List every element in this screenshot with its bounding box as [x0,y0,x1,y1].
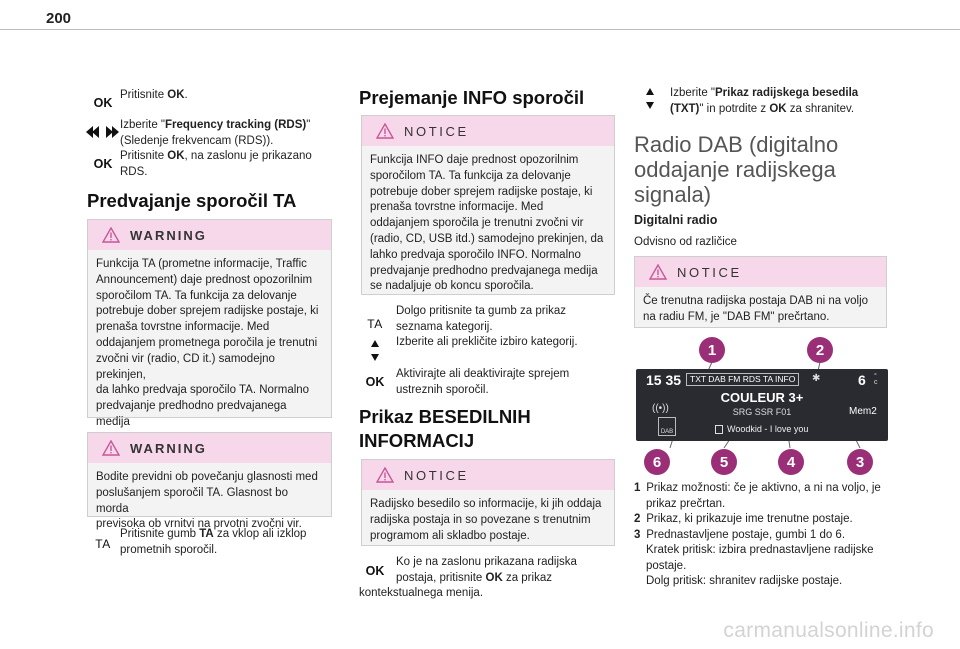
callout-4: 4 [778,449,804,475]
text-line: Aktivirajte ali deaktivirajte sprejem [396,368,570,380]
text-line: se nadaljuje ob koncu sporočila. [370,280,534,293]
col1-step2-text: Izberite "Frequency tracking (RDS)" (Sledenje frekvencam (RDS)). [120,119,311,147]
display-tags: TXT DAB FM RDS TA INFO [686,373,799,386]
text-line: sporočilom TA. Ta funkcija za delovanje [370,169,571,182]
notice-text [635,287,886,332]
text-line: prenaša tovrstne informacije. Med [96,321,270,334]
warning-box [87,219,332,428]
text-line: na radiu FM, je "DAB FM" prečrtano. [643,310,830,323]
ok-button-symbol: OK [93,157,113,171]
warning-triangle-icon [102,440,120,456]
temperature-icon: ° c [874,373,878,386]
ta-button-symbol: TA [367,317,383,331]
notice-box [361,115,615,295]
legend-item: 2 Prikaz, ki prikazuje ime trenutne postaje. [634,513,853,525]
text-line: oddajanjem prometnega poročila je trenutni [96,336,318,349]
text-line: da lahko predvaja sporočilo TA. Normalno [96,384,310,397]
display-preset-number: 6 [858,372,866,388]
watermark: carmanualsonline.info [723,619,934,642]
warning-box [87,432,332,531]
col2-step2-text [396,367,569,398]
legend-item: 3 Prednastavljene postaje, gumbi 1 do 6. Kratek pritisk: izbira prednastavljene radijske postaje. Dolg pritisk: shranitev radijske postaje. [634,528,874,587]
text-line: seznama kategorij. [396,320,493,333]
ok-button-symbol: OK [365,375,385,389]
up-down-arrows-icon [645,87,655,111]
col1-step3-text: Pritisnite OK, na zaslonu je prikazano RDS. [120,150,312,178]
text-line: potrebuje dober sprejem radijske postaje, ki [370,185,593,198]
text-line: programom ali skladbo postaje. [370,529,530,542]
col2-step3-text-end: kontekstualnega menija. [359,587,484,599]
notice-label: NOTICE [404,467,469,483]
callout-1: 1 [699,337,725,363]
text-line: Bodite previdni ob povečanju glasnosti med [96,471,318,483]
display-substation: SRG SSR F01 [732,407,792,417]
text-line: predvajanje predhodno predvajanega medija [370,264,598,277]
signal-icon: ((•)) [652,403,669,414]
col2-step1-text [396,304,578,351]
callout-2: 2 [807,337,833,363]
col1-step1-text: Pritisnite OK. [120,89,188,101]
section-heading-dab: Radio DAB (digitalno oddajanje radijskega signala) [634,132,839,207]
display-memory: Mem2 [849,406,877,417]
text-line: Če trenutna radijska postaja DAB ni na voljo [643,295,869,307]
radio-display [636,369,888,441]
legend-list [634,481,894,590]
display-clock: 15 35 [646,372,682,388]
callout-6: 6 [644,449,670,475]
warning-label: WARNING [130,440,207,456]
text-line: Radijsko besedilo so informacije, ki jih oddaja [370,498,602,510]
text-info-icon [715,425,723,434]
notice-triangle-icon [376,123,394,139]
ok-button-symbol: OK [365,564,385,578]
notice-triangle-icon [649,264,667,280]
text-line: Izberite ali prekličite izbiro kategorij. [396,336,578,348]
col2-step3-text: Ko je na zaslonu prikazana radijska postaja, pritisnite OK za prikaz [396,556,577,584]
text-line: ustreznih sporočil. [396,383,489,396]
text-line: (radio, CD, USB itd.) samodejno prekinjen, da [370,232,604,245]
text-line: radijska postaja in so povezane s trenutnim [370,513,591,526]
section-heading-text-info: Prikaz BESEDILNIH INFORMACIJ [359,406,531,451]
callout-5: 5 [711,449,737,475]
col1-step4-text: Pritisnite gumb TA za vklop ali izklop prometnih sporočil. [120,528,307,556]
page-number: 200 [46,10,72,27]
seek-arrows-icon [86,125,120,139]
up-down-arrows-icon [370,339,380,363]
text-line: Funkcija INFO daje prednost opozorilnim [370,154,579,166]
warning-text [88,250,331,453]
notice-text [362,490,614,550]
text-line: prenaša tovrstne informacije. Med [370,201,544,214]
notice-label: NOTICE [677,264,742,280]
dab-icon [658,417,676,436]
legend-item: 1 Prikaz možnosti: če je aktivno, a ni na voljo, je prikaz prečrtan. [634,482,881,510]
display-station-name: COULEUR 3+ [720,390,804,405]
dab-icon-label: DAB [660,429,674,435]
notice-text [362,146,614,301]
text-line: potrebuje dober sprejem radijske postaje, ki [96,305,319,318]
text-line: sporočilom TA. Ta funkcija za delovanje [96,289,297,302]
warning-triangle-icon [102,227,120,243]
callout-3: 3 [847,449,873,475]
text-line: previsoka ob vrnitvi na prvotni zvočni vir. [96,518,302,531]
col3-step1-text: Izberite "Prikaz radijskega besedila (TXT)" in potrdite z OK za shranitev. [670,87,859,115]
notice-label: NOTICE [404,123,469,139]
text-line: lahko predvaja sporočilo INFO. Normalno [370,248,581,261]
text-line: predvajanje predhodno predvajanega medija [96,400,287,428]
text-line: poslušanjem sporočil TA. Glasnost bo morda [96,486,288,515]
section-heading-ta: Predvajanje sporočil TA [87,190,297,211]
warning-label: WARNING [130,227,207,243]
notice-box [361,459,615,546]
text-line: zvočni vir (radio, CD it.) samodejno prekinjen, [96,352,275,381]
subheading-digital-radio: Digitalni radio [634,213,718,227]
header-divider [0,29,960,30]
text-line: Announcement) daje prednost opozorilnim [96,273,313,286]
intro-text: Odvisno od različice [634,236,737,248]
text-line: Dolgo pritisnite ta gumb za prikaz [396,305,567,317]
bluetooth-icon: ✱ [812,373,821,384]
section-heading-info: Prejemanje INFO sporočil [359,87,585,108]
text-line: oddajanjem sporočila je trenutni zvočni vir [370,217,584,230]
text-line: Funkcija TA (prometne informacije, Traffic [96,258,307,270]
ta-button-symbol: TA [95,537,111,551]
notice-triangle-icon [376,467,394,483]
notice-box [634,256,887,328]
display-radio-text: Woodkid - I love you [727,424,809,434]
ok-button-symbol: OK [93,96,113,110]
